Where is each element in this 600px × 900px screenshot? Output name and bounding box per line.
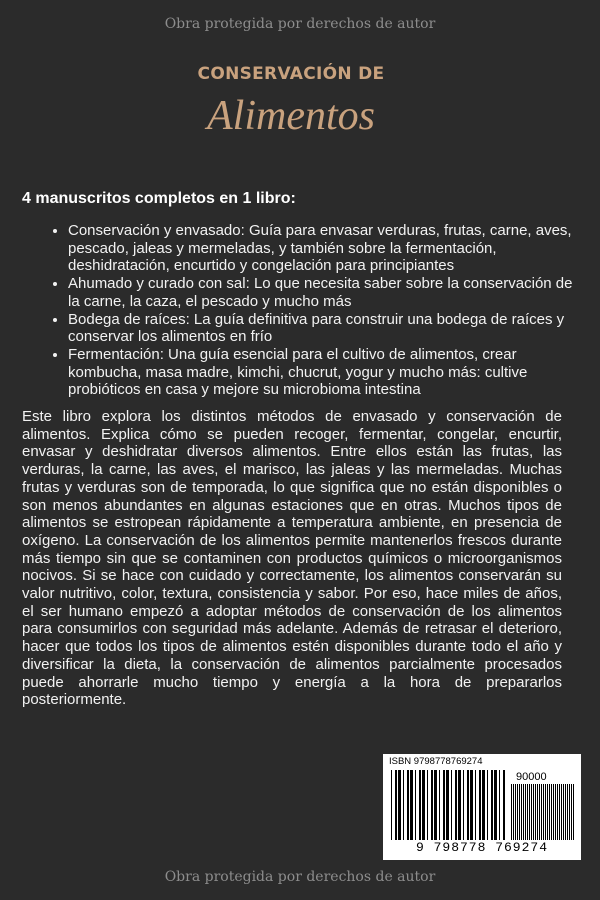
title-line-2: Alimentos bbox=[207, 93, 375, 139]
barcode-stripe bbox=[571, 784, 572, 840]
barcode-stripe bbox=[475, 770, 476, 840]
barcode-stripe bbox=[458, 770, 461, 840]
barcode-stripe bbox=[443, 770, 445, 840]
barcode-stripe bbox=[395, 770, 397, 840]
barcode-stripe bbox=[551, 784, 552, 840]
barcode-stripe bbox=[537, 784, 538, 840]
isbn-barcode bbox=[383, 754, 581, 860]
barcode-stripe bbox=[563, 784, 564, 840]
barcode-stripe bbox=[407, 770, 409, 840]
barcode-stripe bbox=[463, 770, 464, 840]
barcode-stripe bbox=[470, 770, 473, 840]
barcode-stripe bbox=[482, 770, 485, 840]
barcode-stripe bbox=[553, 784, 554, 840]
intro-lead: 4 manuscritos completos en 1 libro: bbox=[22, 190, 296, 207]
barcode-stripe bbox=[521, 784, 522, 840]
barcode-stripe bbox=[499, 770, 500, 840]
barcode-stripe bbox=[573, 784, 574, 840]
barcode-stripe bbox=[527, 784, 528, 840]
barcode-stripe bbox=[555, 784, 556, 840]
barcode-stripe bbox=[431, 770, 433, 840]
barcode-stripe bbox=[419, 770, 421, 840]
barcode-stripe bbox=[479, 770, 481, 840]
barcode-stripe bbox=[549, 784, 550, 840]
barcode-stripe bbox=[427, 770, 428, 840]
barcode-stripe bbox=[410, 770, 413, 840]
barcode-stripe bbox=[525, 784, 526, 840]
barcode-stripe bbox=[529, 784, 530, 840]
barcode-stripe bbox=[515, 784, 516, 840]
barcode-stripe bbox=[519, 784, 520, 840]
barcode-stripe bbox=[487, 770, 488, 840]
barcode-stripe bbox=[391, 770, 392, 840]
barcode-stripe bbox=[569, 784, 570, 840]
price-code: 90000 bbox=[516, 771, 547, 783]
barcode-stripe bbox=[561, 784, 562, 840]
manuscript-list bbox=[52, 222, 586, 399]
barcode-stripe bbox=[455, 770, 457, 840]
manuscript-item: • Ahumado y curado con sal: Lo que necesita saber sobre la conservación de la carne, la caza, el pescado y mucho más bbox=[68, 275, 586, 310]
barcode-stripe bbox=[535, 784, 536, 840]
barcode-stripe bbox=[491, 770, 493, 840]
barcode-stripe bbox=[541, 784, 542, 840]
barcode-stripe bbox=[422, 770, 425, 840]
barcode-stripe bbox=[531, 784, 532, 840]
watermark-bottom: Obra protegida por derechos de autor bbox=[164, 869, 436, 885]
barcode-stripe bbox=[467, 770, 469, 840]
barcode-stripe bbox=[557, 784, 558, 840]
barcode-stripe bbox=[567, 784, 568, 840]
barcode-stripe bbox=[403, 770, 404, 840]
barcode-stripe bbox=[547, 784, 548, 840]
barcode-stripe bbox=[415, 770, 416, 840]
barcode-stripe bbox=[503, 770, 505, 840]
barcode-stripe bbox=[539, 784, 540, 840]
barcode-stripe bbox=[559, 784, 560, 840]
barcode-stripe bbox=[451, 770, 452, 840]
description-paragraph: Este libro explora los distintos métodos de envasado y conservación de alimentos. Explica cómo se pueden recoger, fermentar, congelar, encurtir, envasar y deshidratar diversos alimentos. Entre ellos están las frutas, las verduras, la carne, las aves, el marisco, las jaleas y las mermeladas. Muchas frutas y verduras son de temporada, lo que significa que no están disponibles o son menos abundantes en algunas estaciones que en otras. Muchos tipos de alimentos se estropean rápidamente a temperatura ambiente, en presencia de oxígeno. La conservación de los alimentos permite mantenerlos frescos durante más tiempo sin que se contaminen con productos químicos o microorganismos nocivos. Si se hace con cuidado y correctamente, los alimentos conservarán su valor nutritivo, color, textura, consistencia y sabor. Por eso, hace miles de años, el ser humano empezó a adoptar métodos de conservación de los alimentos para consumirlos con seguridad más adelante. Además de retrasar el deterioro, hacer que todos los tipos de alimentos estén disponibles durante todo el año y diversificar la dieta, la conservación de alimentos parcialmente procesados puede ahorrarle mucho tiempo y energía a la hora de prepararlos posteriormente. bbox=[22, 408, 562, 709]
barcode-stripe bbox=[543, 784, 544, 840]
isbn-label: ISBN 9798778769274 bbox=[389, 756, 483, 767]
barcode-stripe bbox=[434, 770, 437, 840]
barcode-stripe bbox=[398, 770, 401, 840]
title-line-1: CONSERVACIÓN DE bbox=[197, 64, 385, 84]
barcode-stripe bbox=[523, 784, 524, 840]
manuscript-item: • Bodega de raíces: La guía definitiva para construir una bodega de raíces y conservar los alimentos en frío bbox=[68, 311, 586, 346]
barcode-stripe bbox=[517, 784, 518, 840]
barcode-stripe bbox=[494, 770, 497, 840]
watermark-top: Obra protegida por derechos de autor bbox=[164, 16, 436, 32]
barcode-stripe bbox=[533, 784, 534, 840]
barcode-stripe bbox=[511, 784, 512, 840]
manuscript-item: • Fermentación: Una guía esencial para el cultivo de alimentos, crear kombucha, masa madre, kimchi, chucrut, yogur y mucho más: cultive probióticos en casa y mejore su microbioma intestina bbox=[68, 346, 586, 399]
barcode-number: 9 798778 769274 bbox=[415, 840, 549, 855]
barcode-stripe bbox=[439, 770, 440, 840]
manuscript-item: • Conservación y envasado: Guía para envasar verduras, frutas, carne, aves, pescado, jaleas y mermeladas, y también sobre la fermentación, deshidratación, encurtido y congelación para principiantes bbox=[68, 222, 586, 275]
barcode-stripe bbox=[513, 784, 514, 840]
barcode-stripe bbox=[565, 784, 566, 840]
barcode-stripe bbox=[545, 784, 546, 840]
barcode-stripe bbox=[446, 770, 449, 840]
